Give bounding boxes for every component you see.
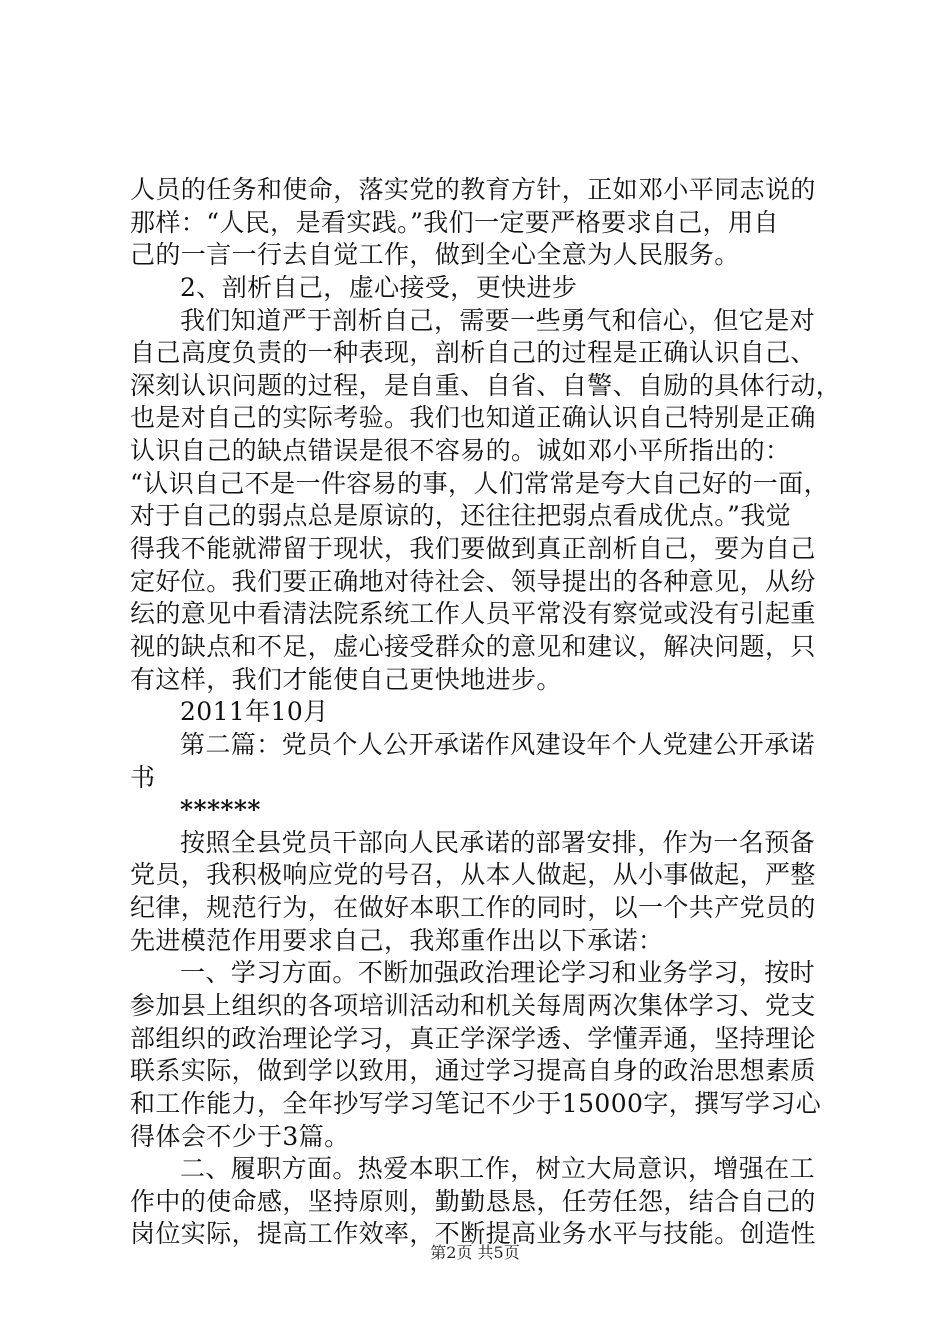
text-line: 也是对自己的实际考验。我们也知道正确认识自己特别是正确: [130, 403, 816, 433]
text-line: 那样：“人民，是看实践。”我们一定要严格要求自己，用自: [130, 207, 779, 237]
text-line: “认识自己不是一件容易的事，人们常常是夸大自己好的一面，: [130, 468, 829, 498]
text-line: 纪律，规范行为，在做好本职工作的同时，以一个共产党员的: [130, 893, 816, 923]
text-line: 认识自己的缺点错误是很不容易的。诚如邓小平所指出的：: [130, 436, 791, 466]
text-line: 我们知道严于剖析自己，需要一些勇气和信心，但它是对: [180, 305, 816, 335]
text-line: 视的缺点和不足，虚心接受群众的意见和建议，解决问题，只: [130, 631, 816, 661]
text-line: 按照全县党员干部向人民承诺的部署安排，作为一名预备: [180, 827, 816, 857]
section-heading: 2、剖析自己，虚心接受，更快进步: [180, 272, 578, 302]
text-line: 作中的使命感，坚持原则，勤勤恳恳，任劳任怨，结合自己的: [130, 1186, 816, 1216]
text-line: 岗位实际，提高工作效率，不断提高业务水平与技能。创造性: [130, 1219, 816, 1249]
text-line: 二、履职方面。热爱本职工作，树立大局意识，增强在工: [180, 1154, 816, 1184]
page-footer: 第2页 共5页: [430, 1243, 520, 1262]
text-line: 和工作能力，全年抄写学习笔记不少于15000字，撰写学习心: [130, 1088, 822, 1118]
asterisk-separator: ******: [180, 795, 261, 825]
text-line: 对于自己的弱点总是原谅的，还往往把弱点看成优点。”我觉: [130, 501, 792, 531]
text-line: 先进模范作用要求自己，我郑重作出以下承诺：: [130, 925, 664, 955]
text-line: 人员的任务和使命，落实党的教育方针，正如邓小平同志说的: [130, 175, 816, 204]
text-line: 一、学习方面。不断加强政治理论学习和业务学习，按时: [180, 958, 816, 988]
text-line: 部组织的政治理论学习，真正学深学透、学懂弄通，坚持理论: [130, 1023, 816, 1053]
section-title-continued: 书: [130, 762, 156, 792]
text-line: 参加县上组织的各项培训活动和机关每周两次集体学习、党支: [130, 991, 816, 1020]
text-line: 己的一言一行去自觉工作，做到全心全意为人民服务。: [130, 240, 740, 270]
text-line: 联系实际，做到学以致用，通过学习提高自身的政治思想素质: [130, 1056, 816, 1086]
text-line: 得体会不少于3篇。: [130, 1121, 350, 1151]
text-line: 自己高度负责的一种表现，剖析自己的过程是正确认识自己、: [130, 338, 816, 368]
text-line: 定好位。我们要正确地对待社会、领导提出的各种意见，从纷: [130, 566, 816, 596]
text-line: 得我不能就滞留于现状，我们要做到真正剖析自己，要为自己: [130, 534, 816, 564]
text-line: 纭的意见中看清法院系统工作人员平常没有察觉或没有引起重: [130, 599, 816, 629]
text-line: 有这样，我们才能使自己更快地进步。: [130, 664, 562, 694]
section-title: 第二篇：党员个人公开承诺作风建设年个人党建公开承诺: [180, 729, 816, 759]
text-line: 深刻认识问题的过程，是自重、自省、自警、自励的具体行动，: [130, 370, 842, 400]
date-line: 2011年10月: [180, 697, 329, 727]
text-line: 党员，我积极响应党的号召，从本人做起，从小事做起，严整: [130, 860, 816, 890]
